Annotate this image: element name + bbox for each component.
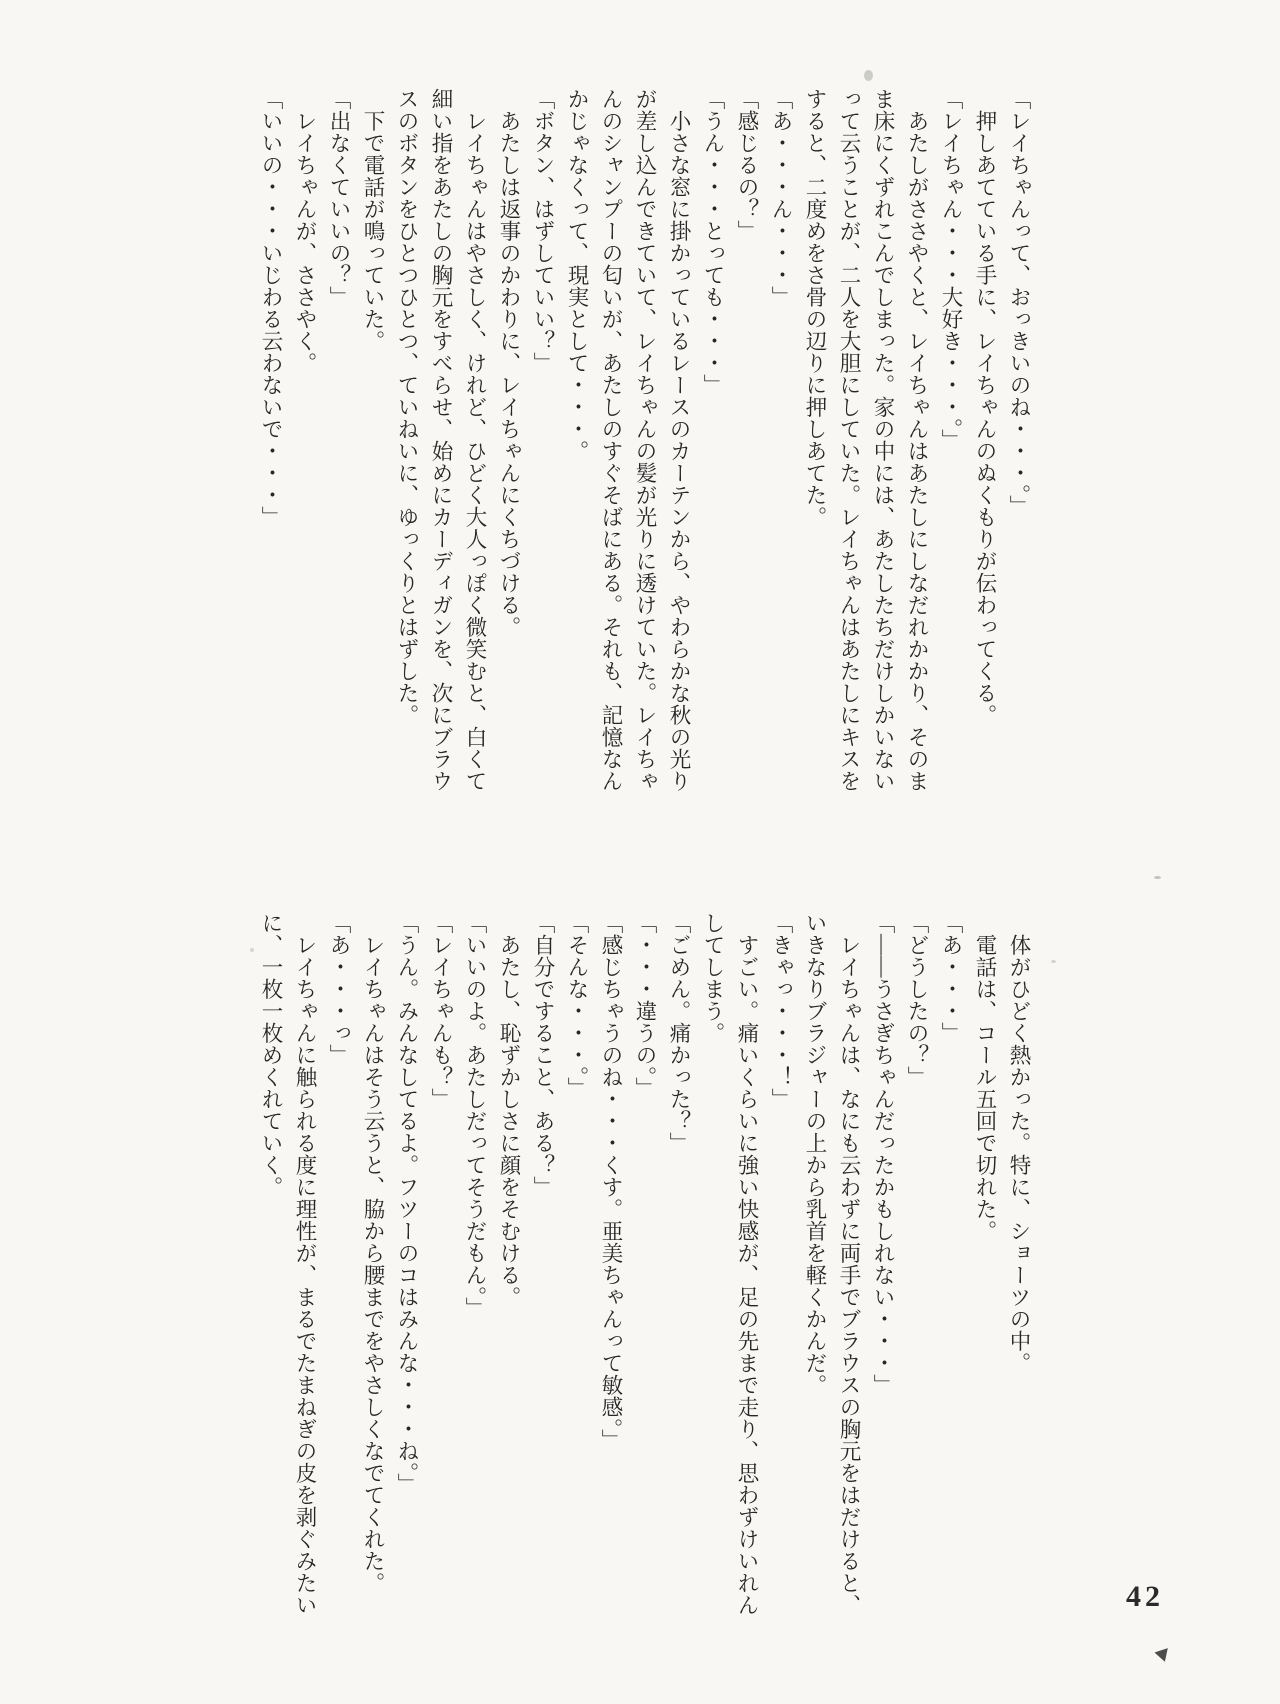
text-column: に、一枚一枚めくれていく。 xyxy=(259,912,283,1198)
scan-speck xyxy=(1051,960,1056,963)
text-column: 「・・・違うの。」 xyxy=(633,912,657,1100)
scan-speck xyxy=(864,70,873,81)
text-column: レイちゃんに触られる度に理性が、まるでたまねぎの皮を剥ぐみたい xyxy=(293,912,317,1616)
text-column: 「きゃっ・・・！」 xyxy=(769,912,793,1110)
text-column: あたしがささやくと、レイちゃんはあたしにしなだれかかり、そのま xyxy=(905,88,929,792)
text-column: 小さな窓に掛かっているレースのカーテンから、やわらかな秋の光り xyxy=(667,88,691,792)
text-block-top xyxy=(254,88,1036,828)
text-column: レイちゃんが、ささやく。 xyxy=(293,88,317,374)
text-column: 「あ・・・ん・・・」 xyxy=(769,88,793,308)
text-column: ま床にくずれこんでしまった。家の中には、あたしたちだけしかいない xyxy=(871,88,895,792)
text-column: 押しあてている手に、レイちゃんのぬくもりが伝わってくる。 xyxy=(973,88,997,726)
page-number: 42 xyxy=(1126,1580,1164,1613)
text-column: レイちゃんはやさしく、けれど、ひどく大人っぽく微笑むと、白くて xyxy=(463,88,487,792)
text-column: 「うん。みんなしてるよ。フツーのコはみんな・・・ね。」 xyxy=(395,912,419,1496)
text-column: 「うん・・・とっても・・・」 xyxy=(701,88,725,396)
text-column: 「自分ですること、ある？」 xyxy=(531,912,555,1198)
text-column: 「あ・・・っ」 xyxy=(327,912,351,1066)
text-column: 「出なくていいの？」 xyxy=(327,88,351,308)
text-column: って云うことが、二人を大胆にしていた。レイちゃんはあたしにキスを xyxy=(837,88,861,792)
text-column: 「レイちゃんも？」 xyxy=(429,912,453,1110)
text-column: 「あ・・・」 xyxy=(939,912,963,1044)
text-column: 「感じるの？」 xyxy=(735,88,759,242)
text-column: あたし、恥ずかしさに顔をそむける。 xyxy=(497,912,521,1308)
text-block-bottom xyxy=(254,912,1036,1682)
scan-speck xyxy=(1154,876,1161,879)
text-column: あたしは返事のかわりに、レイちゃんにくちづける。 xyxy=(497,88,521,638)
text-column: 「ごめん。痛かった？」 xyxy=(667,912,691,1154)
text-column: レイちゃんはそう云うと、脇から腰までをやさしくなでてくれた。 xyxy=(361,912,385,1594)
text-column: 「――うさぎちゃんだったかもしれない・・・」 xyxy=(871,912,895,1396)
scan-speck xyxy=(250,948,254,952)
text-column: 「感じちゃうのね・・・くす。亜美ちゃんって敏感。」 xyxy=(599,912,623,1452)
text-column: 「どうしたの？」 xyxy=(905,912,929,1088)
scan-ink-mark xyxy=(1154,1648,1171,1664)
text-column: 電話は、コール五回で切れた。 xyxy=(973,912,997,1242)
text-column: 「そんな・・・。」 xyxy=(565,912,589,1100)
text-column: 「いいの・・・いじわる云わないで・・・」 xyxy=(259,88,283,528)
text-column: 「ボタン、はずしていい？」 xyxy=(531,88,555,374)
text-column: いきなりブラジャーの上から乳首を軽くかんだ。 xyxy=(803,912,827,1396)
text-column: レイちゃんは、なにも云わずに両手でブラウスの胸元をはだけると、 xyxy=(837,912,861,1616)
text-column: 「レイちゃんって、おっきいのね・・・。」 xyxy=(1007,88,1031,518)
text-column: すると、二度めをさ骨の辺りに押しあてた。 xyxy=(803,88,827,528)
text-column: 細い指をあたしの胸元をすべらせ、始めにカーディガンを、次にブラウ xyxy=(429,88,453,792)
text-column: 「いいのよ。あたしだってそうだもん。」 xyxy=(463,912,487,1320)
text-column: が差し込んできていて、レイちゃんの髪が光りに透けていた。レイちゃ xyxy=(633,88,657,792)
text-column: してしまう。 xyxy=(701,912,725,1044)
text-column: 体がひどく熱かった。特に、ショーツの中。 xyxy=(1007,912,1031,1374)
text-column: すごい。痛いくらいに強い快感が、足の先まで走り、思わずけいれん xyxy=(735,912,759,1616)
text-column: んのシャンプーの匂いが、あたしのすぐそばにある。それも、記憶なん xyxy=(599,88,623,792)
text-column: スのボタンをひとつひとつ、ていねいに、ゆっくりとはずした。 xyxy=(395,88,419,726)
text-column: 下で電話が鳴っていた。 xyxy=(361,88,385,352)
text-column: 「レイちゃん・・・大好き・・・。」 xyxy=(939,88,963,452)
text-column: かじゃなくって、現実として・・・。 xyxy=(565,88,589,462)
